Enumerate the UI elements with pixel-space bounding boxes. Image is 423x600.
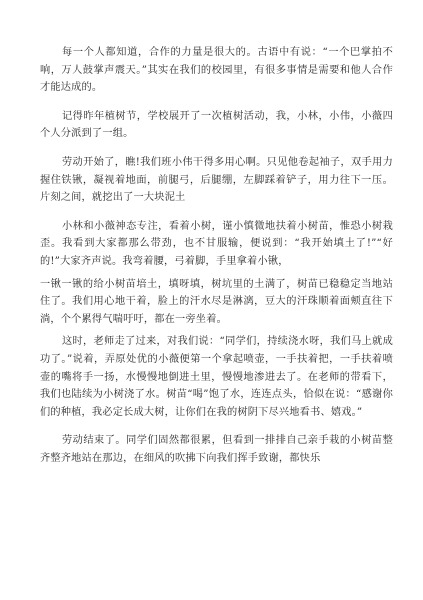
paragraph-5: 一锹一锹的给小树苗培土，填呀填，树坑里的土满了，树苗已稳稳定当地站住了。我们用心地干着，脸上的汗水尽是淋漓，豆大的汗珠顺着面颊直往下淌，个个累得气喘吁吁，都在一旁坐着。 — [40, 278, 393, 325]
paragraph-3: 劳动开始了，瞧!我们班小伟干得多用心啊。只见他卷起袖子，双手用力握住铁锹，凝视着地面，前腿弓，后腿绷，左脚踩着铲子，用力往下一压。片刻之间，就挖出了一大块泥土 — [40, 156, 393, 204]
paragraph-2: 记得昨年植树节，学校展开了一次植树活动，我，小林，小伟，小薇四个人分派到了一组。 — [40, 110, 393, 140]
paragraph-6: 这时，老师走了过来，对我们说：“同学们，持续浇水呀，我们马上就成功了。”说着，弄原处优的小薇便第一个拿起喷壶，一手扶着把，一手扶着喷壶的嘴将手一扬，水慢慢地倒进土里，慢慢地渗进去了。在老师的带看下，我们也陆续为小树浇了水。树苗“喝”饱了水，连连点头，恰似在说：“感谢你们的种植，我必定长成大树，让你们在我的树阴下尽兴地看书、嬉戏。” — [40, 336, 393, 418]
paragraph-1: 每一个人都知道，合作的力量是很大的。古语中有说：“一个巴掌拍不响，万人鼓掌声震天。”其实在我们的校园里，有很多事情是需要和他人合作才能达成的。 — [40, 47, 393, 94]
paragraph-7: 劳动结束了。同学们固然都很累，但看到一排排自己亲手栽的小树苗整齐整齐地站在那边，在细风的吹拂下向我们挥手致谢，都快乐 — [40, 435, 393, 464]
paragraph-4: 小林和小薇神态专注，看着小树，谨小慎微地扶着小树苗，惟恐小树栽歪。我看到大家都那么带劲，也不甘服输，便说到：“我开始填土了!”“好的!”大家齐声说。我弯着腰，弓着脚，手里拿着小锹， — [40, 220, 393, 267]
